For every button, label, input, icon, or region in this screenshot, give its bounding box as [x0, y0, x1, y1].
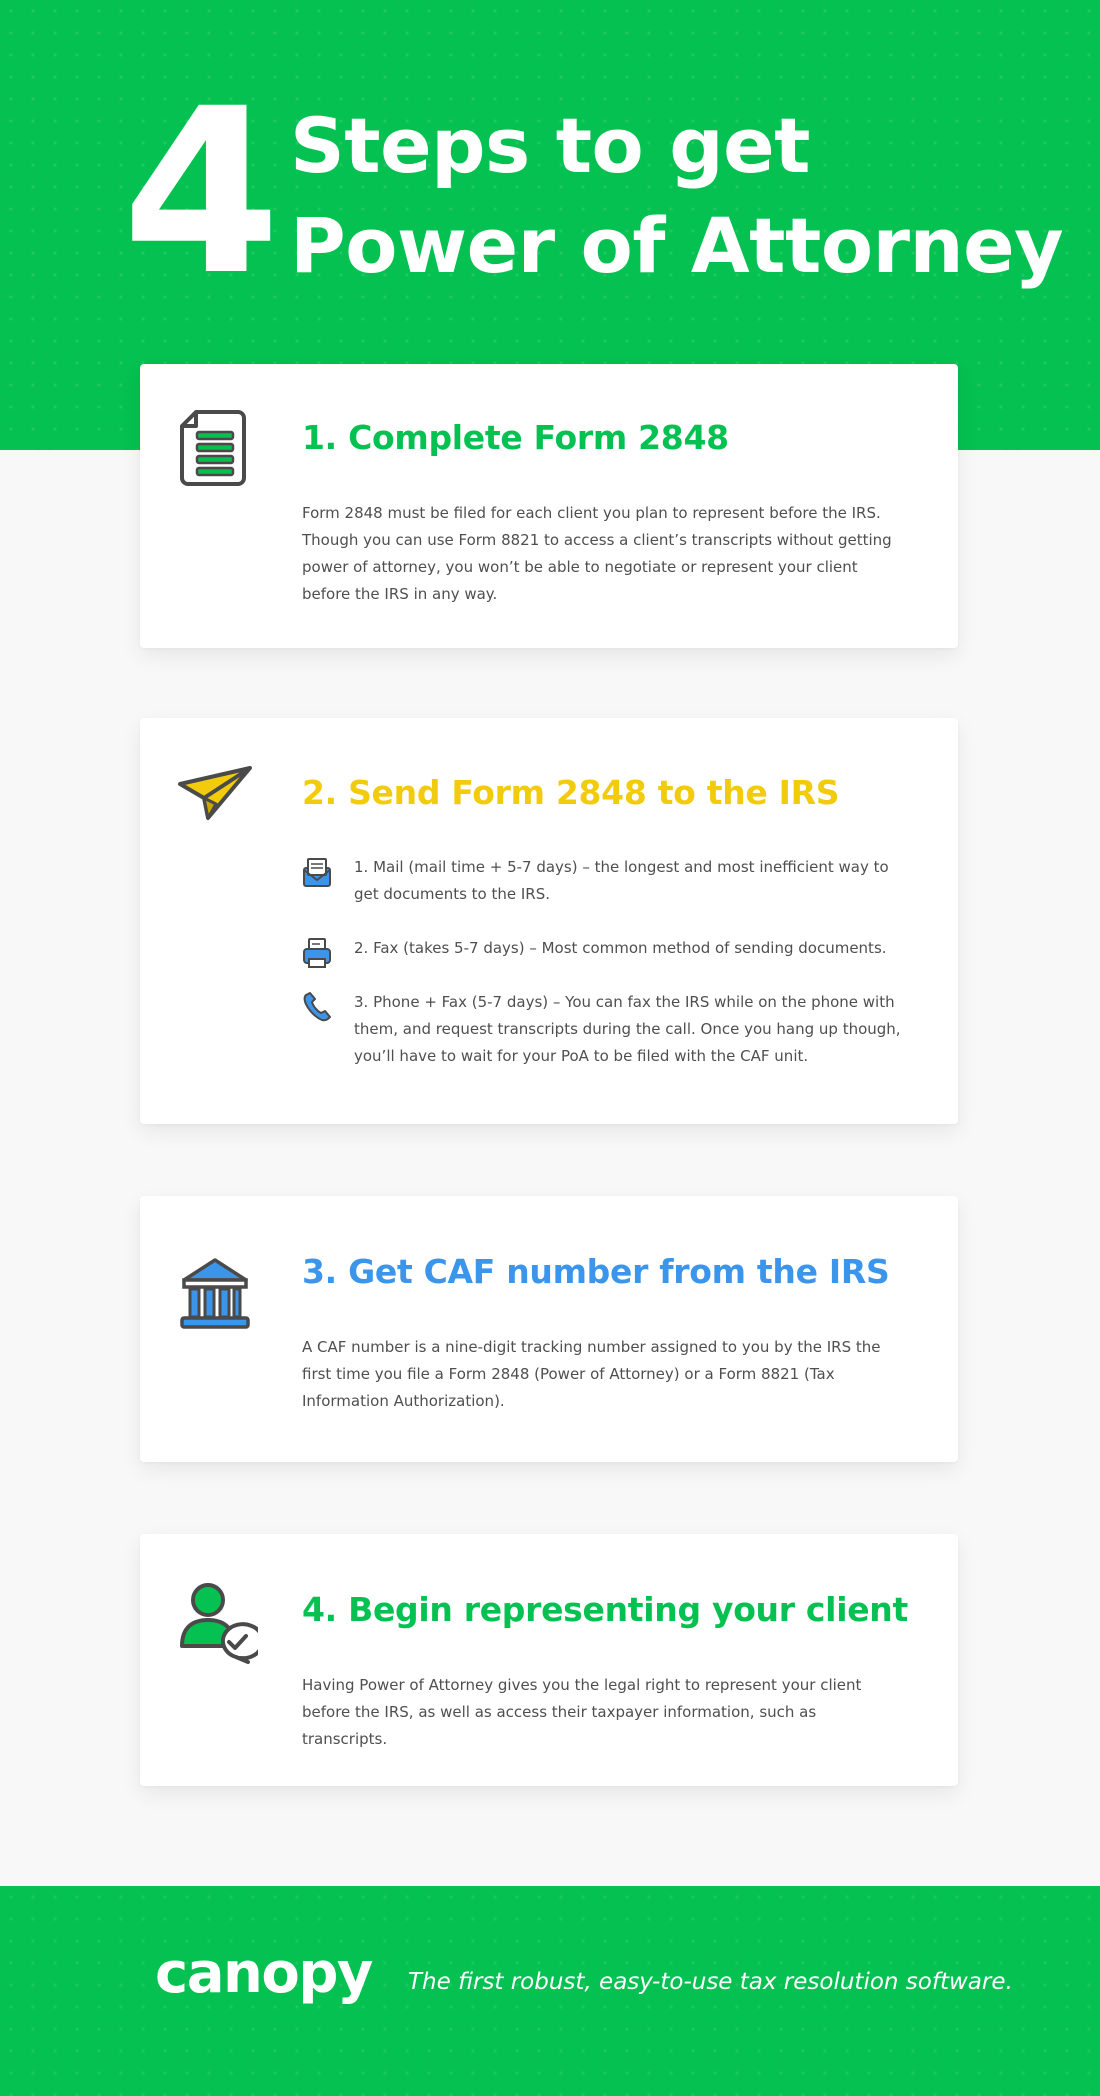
step-title: 1. Complete Form 2848 — [302, 418, 729, 457]
list-item-text: 3. Phone + Fax (5-7 days) – You can fax the IRS while on the phone with them, and request transcripts during the call. Once you hang up though, you’ll have to wait for your PoA to be filed with the CAF unit. — [354, 993, 901, 1065]
fax-icon — [302, 937, 332, 973]
page-title — [290, 96, 1070, 296]
step-title: 2. Send Form 2848 to the IRS — [302, 773, 840, 812]
step-description: Form 2848 must be filed for each client you plan to represent before the IRS. Though you can use Form 8821 to access a client’s transcripts without getting power of attorney, you won’t be able to negotiate or represent your client before the IRS in any way. — [302, 504, 892, 603]
paper-plane-icon — [176, 764, 256, 828]
step-card-1 — [140, 364, 958, 648]
step-card-2 — [140, 718, 958, 1124]
step-title: 4. Begin representing your client — [302, 1590, 908, 1629]
page-title-line-2: Power of Attorney — [290, 201, 1064, 290]
user-check-icon — [178, 1580, 258, 1668]
hero-number: 4 — [122, 59, 275, 325]
list-item-text: 1. Mail (mail time + 5-7 days) – the longest and most inefficient way to get documents to the IRS. — [354, 858, 889, 903]
document-icon — [178, 408, 248, 492]
step-card-4 — [140, 1534, 958, 1786]
list-item — [302, 989, 902, 1071]
mail-icon — [302, 856, 332, 892]
phone-icon — [302, 991, 332, 1027]
step-description: Having Power of Attorney gives you the legal right to represent your client before the IRS, as well as access their taxpayer information, such as transcripts. — [302, 1676, 862, 1748]
step-description: A CAF number is a nine-digit tracking number assigned to you by the IRS the first time you file a Form 2848 (Power of Attorney) or a Form 8821 (Tax Information Authorization). — [302, 1338, 881, 1410]
step-title: 3. Get CAF number from the IRS — [302, 1252, 890, 1291]
list-item — [302, 854, 902, 910]
canopy-logo: canopy — [155, 1941, 372, 2006]
list-item — [302, 935, 902, 965]
step-card-3 — [140, 1196, 958, 1462]
list-item-text: 2. Fax (takes 5-7 days) – Most common method of sending documents. — [354, 939, 887, 957]
tagline: The first robust, easy-to-use tax resolution software. — [408, 1969, 1013, 1995]
footer-banner — [0, 1886, 1100, 2096]
bank-icon — [178, 1256, 252, 1336]
page-title-line-1: Steps to get — [290, 101, 810, 190]
